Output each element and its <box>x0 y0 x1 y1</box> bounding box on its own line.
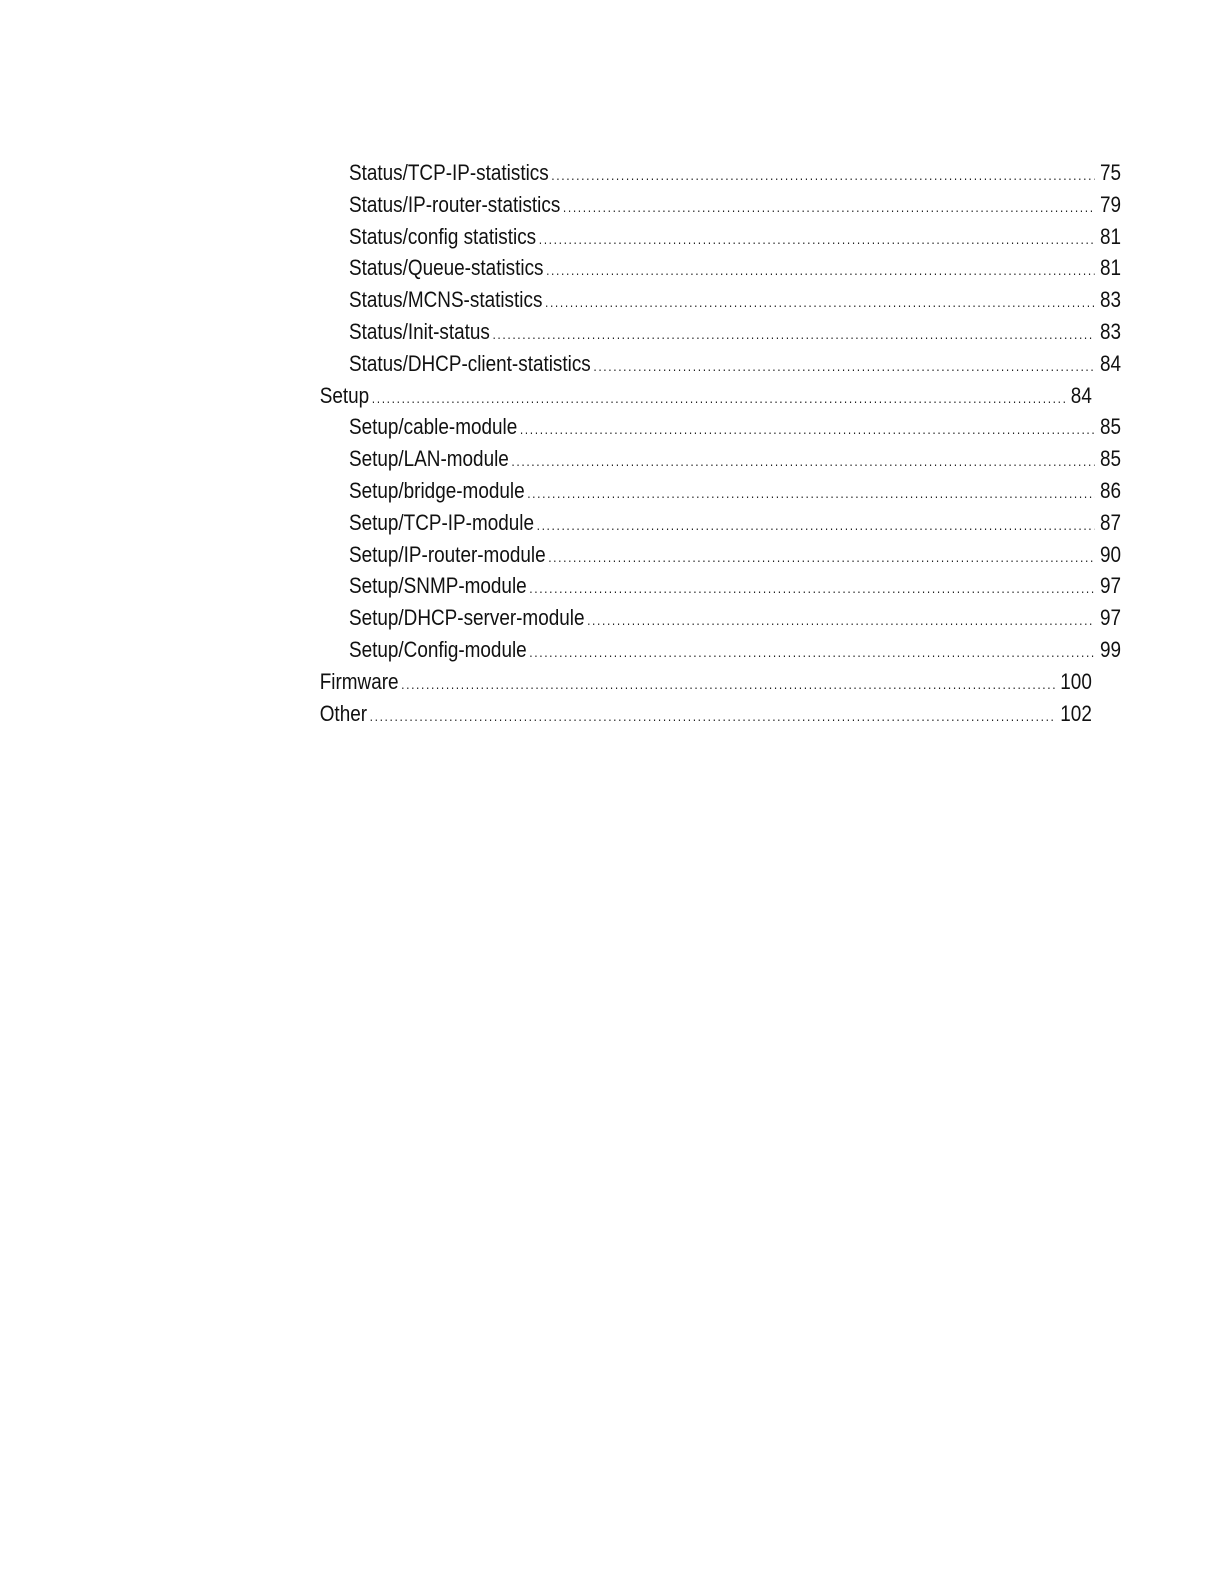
toc-entry-page: 90 <box>1100 541 1122 567</box>
toc-entry-setup-cable-module[interactable] <box>318 411 1121 443</box>
dot-leader <box>527 478 1095 510</box>
toc-entry-label: Setup/LAN-module <box>348 446 509 472</box>
toc-entry-page: 81 <box>1100 255 1122 281</box>
toc-entry-label: Status/Init-status <box>348 318 490 344</box>
toc-entry-status-dhcp-client-statistics[interactable] <box>318 348 1121 380</box>
dot-leader <box>370 701 1055 733</box>
dot-leader <box>587 605 1095 637</box>
dot-leader <box>520 414 1095 446</box>
dot-leader <box>529 637 1095 669</box>
dot-leader <box>401 669 1055 701</box>
dot-leader <box>563 192 1095 224</box>
toc-entry-label: Status/TCP-IP-statistics <box>348 160 549 185</box>
toc-entry-label: Status/config statistics <box>348 223 537 249</box>
toc-entry-status-init-status[interactable] <box>318 316 1121 348</box>
toc-entry-page: 83 <box>1100 287 1122 313</box>
toc-entry-page: 83 <box>1100 318 1122 344</box>
toc-entry-page: 79 <box>1100 191 1122 217</box>
toc-entry-page: 97 <box>1100 605 1122 631</box>
toc-entry-status-queue-statistics[interactable] <box>318 252 1121 284</box>
dot-leader <box>539 224 1095 256</box>
toc-entry-status-ip-router-statistics[interactable] <box>318 189 1121 221</box>
toc-entry-label: Status/MCNS-statistics <box>348 287 543 313</box>
toc-entry-page: 97 <box>1100 573 1122 599</box>
toc-entry-label: Setup/IP-router-module <box>348 541 546 567</box>
toc-entry-status-tcp-ip-statistics[interactable] <box>318 157 1121 189</box>
toc-entry-label: Setup <box>319 382 370 408</box>
dot-leader <box>546 255 1095 287</box>
toc-entry-setup-lan-module[interactable] <box>318 443 1121 475</box>
toc-entry-page: 75 <box>1100 160 1122 185</box>
toc-entry-other[interactable] <box>318 698 1092 730</box>
toc-entry-page: 85 <box>1100 446 1122 472</box>
toc-entry-setup-config-module[interactable] <box>318 634 1121 666</box>
toc-entry-firmware[interactable] <box>318 666 1092 698</box>
dot-leader <box>537 510 1095 542</box>
dot-leader <box>548 542 1095 574</box>
toc-entry-label: Status/DHCP-client-statistics <box>348 350 591 376</box>
toc-entry-page: 84 <box>1070 382 1092 408</box>
table-of-contents <box>318 157 1122 729</box>
toc-entry-page: 99 <box>1100 636 1122 662</box>
dot-leader <box>545 287 1095 319</box>
dot-leader <box>372 383 1066 415</box>
toc-entry-page: 85 <box>1100 414 1122 440</box>
dot-leader <box>492 319 1094 351</box>
toc-entry-status-config-statistics[interactable] <box>318 221 1121 253</box>
toc-entry-page: 81 <box>1100 223 1122 249</box>
dot-leader <box>529 573 1095 605</box>
dot-leader <box>511 446 1094 478</box>
toc-entry-label: Other <box>319 700 368 726</box>
toc-entry-setup-tcp-ip-module[interactable] <box>318 507 1121 539</box>
toc-entry-label: Setup/bridge-module <box>348 477 525 503</box>
toc-entry-status-mcns-statistics[interactable] <box>318 284 1121 316</box>
toc-entry-setup-snmp-module[interactable] <box>318 570 1121 602</box>
toc-entry-label: Setup/SNMP-module <box>348 573 527 599</box>
toc-entry-setup-ip-router-module[interactable] <box>318 539 1121 571</box>
dot-leader <box>551 160 1095 192</box>
toc-entry-label: Status/IP-router-statistics <box>348 191 561 217</box>
toc-entry-label: Setup/cable-module <box>348 414 518 440</box>
toc-entry-setup-dhcp-server-module[interactable] <box>318 602 1121 634</box>
toc-entry-label: Setup/TCP-IP-module <box>348 509 535 535</box>
toc-entry-page: 100 <box>1060 668 1092 694</box>
toc-entry-page: 102 <box>1060 700 1092 726</box>
toc-entry-setup-bridge-module[interactable] <box>318 475 1121 507</box>
toc-entry-page: 87 <box>1100 509 1122 535</box>
toc-entry-label: Firmware <box>319 668 399 694</box>
toc-entry-label: Setup/Config-module <box>348 636 527 662</box>
dot-leader <box>593 351 1095 383</box>
toc-entry-label: Setup/DHCP-server-module <box>348 605 585 631</box>
toc-entry-label: Status/Queue-statistics <box>348 255 544 281</box>
toc-entry-setup[interactable] <box>318 380 1092 412</box>
toc-entry-page: 84 <box>1100 350 1122 376</box>
toc-entry-page: 86 <box>1100 477 1122 503</box>
